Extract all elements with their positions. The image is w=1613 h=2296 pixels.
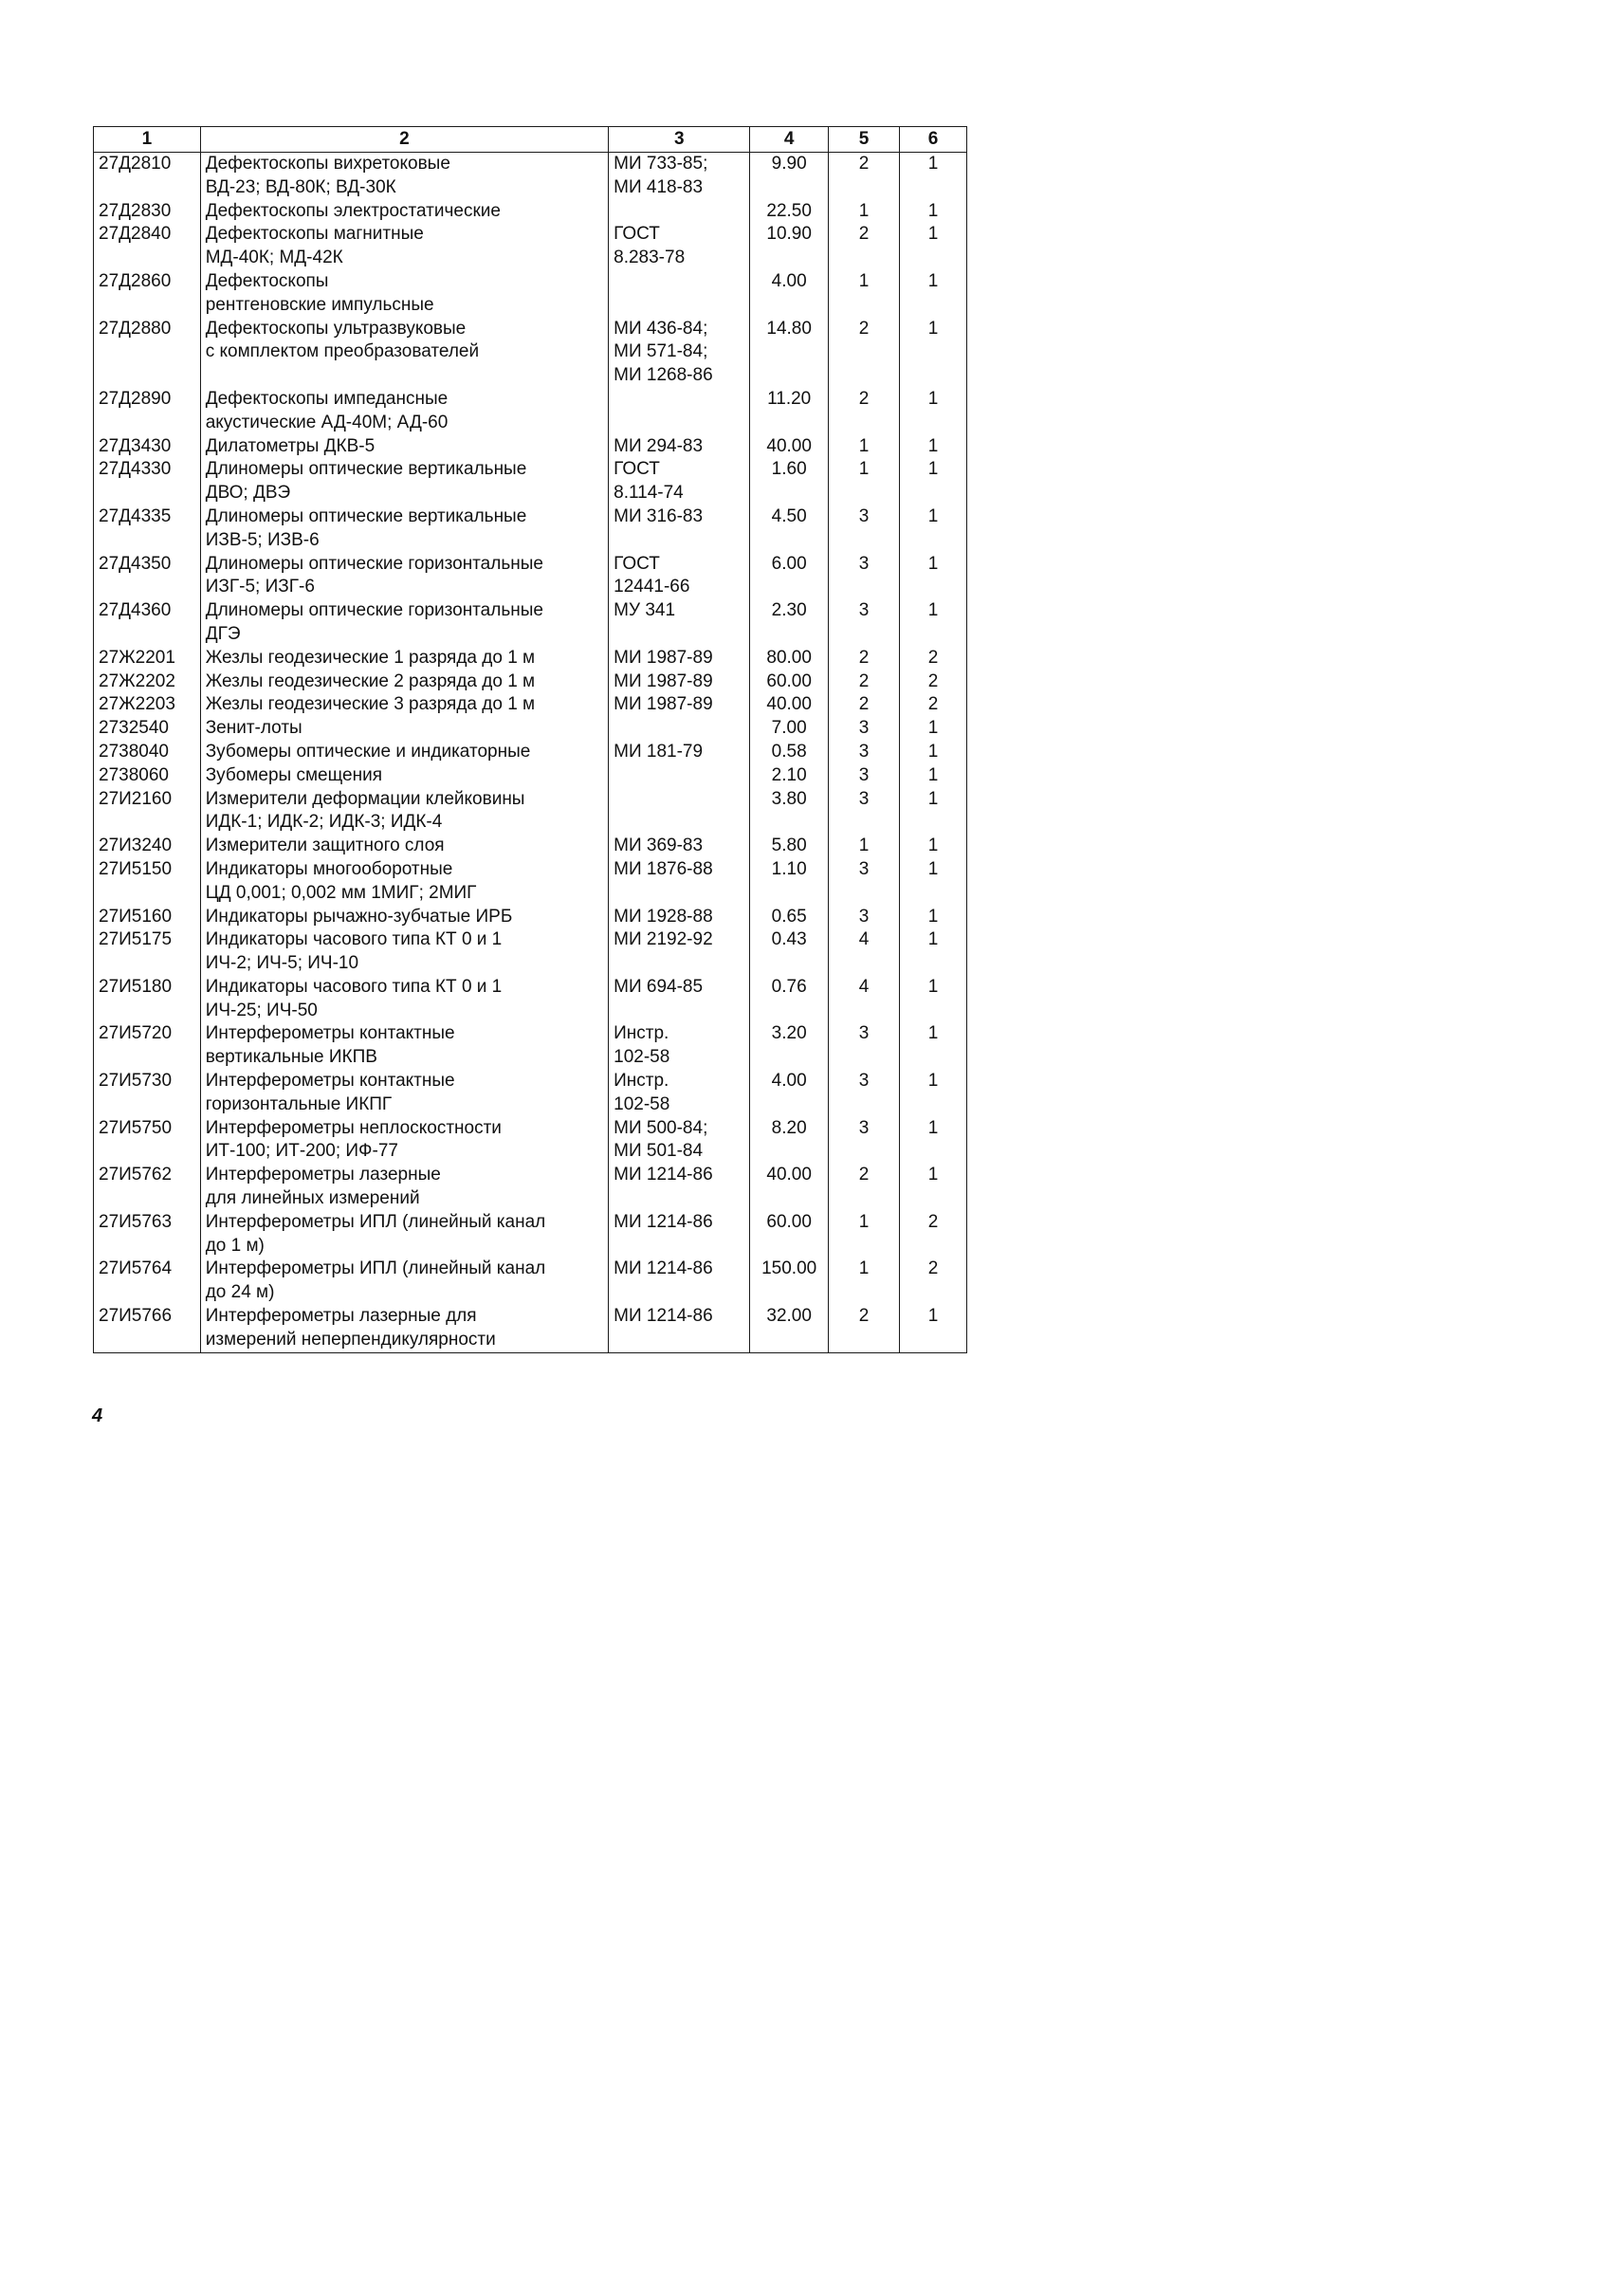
cell-code: 27Д2860 xyxy=(94,270,201,318)
cell-code: 27И5180 xyxy=(94,976,201,1023)
table-row xyxy=(94,858,967,906)
cell-price: 10.90 xyxy=(750,223,829,270)
cell-col6: 1 xyxy=(900,976,967,1023)
cell-document: МУ 341 xyxy=(609,599,750,647)
cell-document: МИ 1928-88 xyxy=(609,906,750,929)
table-body xyxy=(94,153,967,1353)
table-row xyxy=(94,435,967,459)
cell-name: Индикаторы часового типа КТ 0 и 1 ИЧ-25; ИЧ-50 xyxy=(200,976,608,1023)
cell-price: 9.90 xyxy=(750,153,829,200)
cell-col6: 2 xyxy=(900,647,967,670)
cell-price: 80.00 xyxy=(750,647,829,670)
cell-price: 8.20 xyxy=(750,1117,829,1165)
cell-name: Индикаторы часового типа КТ 0 и 1 ИЧ-2; ИЧ-5; ИЧ-10 xyxy=(200,928,608,976)
cell-col5: 3 xyxy=(828,858,899,906)
table-row xyxy=(94,928,967,976)
cell-col5: 1 xyxy=(828,270,899,318)
cell-name: Длиномеры оптические вертикальные ИЗВ-5; ИЗВ-6 xyxy=(200,505,608,553)
cell-col5: 3 xyxy=(828,553,899,600)
cell-name: Длиномеры оптические горизонтальные ДГЭ xyxy=(200,599,608,647)
cell-price: 1.10 xyxy=(750,858,829,906)
document-page xyxy=(0,0,1044,1484)
cell-col6: 1 xyxy=(900,741,967,764)
cell-price: 14.80 xyxy=(750,318,829,388)
cell-code: 27Д2890 xyxy=(94,388,201,435)
cell-document: ГОСТ 8.114-74 xyxy=(609,458,750,505)
cell-name: Дефектоскопы ультразвуковые с комплектом преобразователей xyxy=(200,318,608,388)
cell-col5: 1 xyxy=(828,435,899,459)
cell-name: Длиномеры оптические вертикальные ДВО; ДВЭ xyxy=(200,458,608,505)
column-header-6: 6 xyxy=(900,127,967,153)
cell-document: ГОСТ 8.283-78 xyxy=(609,223,750,270)
cell-document: МИ 1987-89 xyxy=(609,693,750,717)
header-row xyxy=(94,127,967,153)
cell-col5: 2 xyxy=(828,647,899,670)
table-row xyxy=(94,223,967,270)
cell-price: 40.00 xyxy=(750,1164,829,1211)
cell-col6: 1 xyxy=(900,200,967,224)
cell-document: МИ 1987-89 xyxy=(609,647,750,670)
cell-document: МИ 1214-86 xyxy=(609,1211,750,1258)
cell-col6: 1 xyxy=(900,1117,967,1165)
table-row xyxy=(94,764,967,788)
cell-col5: 1 xyxy=(828,458,899,505)
cell-col5: 2 xyxy=(828,153,899,200)
cell-col5: 3 xyxy=(828,741,899,764)
cell-code: 27И5160 xyxy=(94,906,201,929)
cell-code: 27И5766 xyxy=(94,1305,201,1352)
cell-name: Индикаторы многооборотные ЦД 0,001; 0,002 мм 1МИГ; 2МИГ xyxy=(200,858,608,906)
cell-document: МИ 2192-92 xyxy=(609,928,750,976)
cell-document: МИ 1214-86 xyxy=(609,1305,750,1352)
cell-price: 0.58 xyxy=(750,741,829,764)
cell-name: Интерферометры контактные вертикальные ИКПВ xyxy=(200,1022,608,1070)
cell-document: ГОСТ 12441-66 xyxy=(609,553,750,600)
table-row xyxy=(94,647,967,670)
cell-name: Интерферометры контактные горизонтальные ИКПГ xyxy=(200,1070,608,1117)
cell-name: Дефектоскопы электростатические xyxy=(200,200,608,224)
cell-name: Измерители защитного слоя xyxy=(200,835,608,858)
cell-price: 6.00 xyxy=(750,553,829,600)
table-row xyxy=(94,717,967,741)
table-row xyxy=(94,318,967,388)
cell-col6: 1 xyxy=(900,435,967,459)
cell-code: 27И5720 xyxy=(94,1022,201,1070)
cell-code: 27Д4350 xyxy=(94,553,201,600)
cell-col5: 4 xyxy=(828,928,899,976)
cell-name: Измерители деформации клейковины ИДК-1; ИДК-2; ИДК-3; ИДК-4 xyxy=(200,788,608,836)
cell-document: МИ 294-83 xyxy=(609,435,750,459)
table-row xyxy=(94,1305,967,1352)
cell-price: 40.00 xyxy=(750,435,829,459)
cell-name: Интерферометры ИПЛ (линейный канал до 1 м) xyxy=(200,1211,608,1258)
cell-col5: 1 xyxy=(828,835,899,858)
cell-code: 2738060 xyxy=(94,764,201,788)
table-row xyxy=(94,200,967,224)
cell-price: 2.10 xyxy=(750,764,829,788)
cell-col6: 1 xyxy=(900,858,967,906)
cell-document: МИ 1987-89 xyxy=(609,670,750,694)
table-row xyxy=(94,1070,967,1117)
cell-col6: 1 xyxy=(900,906,967,929)
table-row xyxy=(94,835,967,858)
cell-price: 1.60 xyxy=(750,458,829,505)
table-header xyxy=(94,127,967,153)
cell-document: МИ 436-84; МИ 571-84; МИ 1268-86 xyxy=(609,318,750,388)
cell-col5: 3 xyxy=(828,717,899,741)
cell-col5: 4 xyxy=(828,976,899,1023)
cell-document: МИ 181-79 xyxy=(609,741,750,764)
cell-code: 27И5763 xyxy=(94,1211,201,1258)
cell-document xyxy=(609,764,750,788)
cell-col6: 1 xyxy=(900,1164,967,1211)
cell-price: 60.00 xyxy=(750,1211,829,1258)
cell-name: Дилатометры ДКВ-5 xyxy=(200,435,608,459)
cell-code: 27Д2810 xyxy=(94,153,201,200)
cell-name: Дефектоскопы рентгеновские импульсные xyxy=(200,270,608,318)
cell-code: 27И5764 xyxy=(94,1258,201,1305)
cell-col6: 2 xyxy=(900,670,967,694)
cell-code: 2732540 xyxy=(94,717,201,741)
cell-document xyxy=(609,717,750,741)
cell-name: Жезлы геодезические 2 разряда до 1 м xyxy=(200,670,608,694)
cell-document: Инстр. 102-58 xyxy=(609,1070,750,1117)
page-number: 4 xyxy=(92,1405,103,1426)
table-row xyxy=(94,553,967,600)
cell-code: 27Д4330 xyxy=(94,458,201,505)
cell-code: 27Д2840 xyxy=(94,223,201,270)
cell-col6: 1 xyxy=(900,505,967,553)
cell-col5: 2 xyxy=(828,223,899,270)
cell-document xyxy=(609,200,750,224)
cell-document xyxy=(609,788,750,836)
table-row xyxy=(94,741,967,764)
cell-col6: 1 xyxy=(900,223,967,270)
cell-document: МИ 316-83 xyxy=(609,505,750,553)
cell-document xyxy=(609,388,750,435)
cell-col5: 2 xyxy=(828,318,899,388)
cell-col5: 3 xyxy=(828,788,899,836)
cell-code: 27И5730 xyxy=(94,1070,201,1117)
cell-col5: 3 xyxy=(828,906,899,929)
cell-col5: 3 xyxy=(828,505,899,553)
cell-price: 7.00 xyxy=(750,717,829,741)
table-row xyxy=(94,1117,967,1165)
cell-col6: 1 xyxy=(900,153,967,200)
cell-price: 3.80 xyxy=(750,788,829,836)
cell-col5: 3 xyxy=(828,1070,899,1117)
cell-name: Индикаторы рычажно-зубчатые ИРБ xyxy=(200,906,608,929)
instrument-table xyxy=(93,126,967,1353)
cell-document: Инстр. 102-58 xyxy=(609,1022,750,1070)
table-row xyxy=(94,906,967,929)
cell-col5: 1 xyxy=(828,200,899,224)
table-row xyxy=(94,788,967,836)
cell-document xyxy=(609,270,750,318)
table-row xyxy=(94,670,967,694)
cell-col5: 2 xyxy=(828,1164,899,1211)
table-row xyxy=(94,599,967,647)
cell-name: Интерферометры ИПЛ (линейный канал до 24 м) xyxy=(200,1258,608,1305)
cell-price: 11.20 xyxy=(750,388,829,435)
cell-document: МИ 1876-88 xyxy=(609,858,750,906)
cell-document: МИ 1214-86 xyxy=(609,1258,750,1305)
cell-name: Интерферометры лазерные для линейных измерений xyxy=(200,1164,608,1211)
cell-col6: 1 xyxy=(900,270,967,318)
table-row xyxy=(94,976,967,1023)
cell-col5: 3 xyxy=(828,764,899,788)
cell-col6: 1 xyxy=(900,318,967,388)
cell-col6: 1 xyxy=(900,764,967,788)
cell-col6: 2 xyxy=(900,693,967,717)
table-row xyxy=(94,693,967,717)
cell-name: Жезлы геодезические 3 разряда до 1 м xyxy=(200,693,608,717)
cell-col6: 1 xyxy=(900,835,967,858)
cell-col5: 3 xyxy=(828,599,899,647)
cell-code: 27И5750 xyxy=(94,1117,201,1165)
cell-price: 0.65 xyxy=(750,906,829,929)
cell-name: Интерферометры неплоскостности ИТ-100; ИТ-200; ИФ-77 xyxy=(200,1117,608,1165)
cell-code: 27Д2830 xyxy=(94,200,201,224)
cell-price: 4.00 xyxy=(750,270,829,318)
cell-code: 27Д4335 xyxy=(94,505,201,553)
cell-code: 27Ж2201 xyxy=(94,647,201,670)
cell-col6: 1 xyxy=(900,553,967,600)
table-row xyxy=(94,1022,967,1070)
cell-code: 27И2160 xyxy=(94,788,201,836)
cell-document: МИ 500-84; МИ 501-84 xyxy=(609,1117,750,1165)
cell-price: 40.00 xyxy=(750,693,829,717)
cell-col6: 1 xyxy=(900,928,967,976)
cell-price: 32.00 xyxy=(750,1305,829,1352)
column-header-3: 3 xyxy=(609,127,750,153)
cell-col5: 3 xyxy=(828,1117,899,1165)
cell-col5: 1 xyxy=(828,1211,899,1258)
cell-col6: 1 xyxy=(900,458,967,505)
cell-name: Длиномеры оптические горизонтальные ИЗГ-5; ИЗГ-6 xyxy=(200,553,608,600)
cell-price: 0.76 xyxy=(750,976,829,1023)
table-row xyxy=(94,458,967,505)
cell-code: 27Д2880 xyxy=(94,318,201,388)
cell-document: МИ 369-83 xyxy=(609,835,750,858)
cell-col5: 2 xyxy=(828,388,899,435)
cell-name: Зенит-лоты xyxy=(200,717,608,741)
cell-document: МИ 1214-86 xyxy=(609,1164,750,1211)
cell-price: 4.50 xyxy=(750,505,829,553)
table-row xyxy=(94,505,967,553)
cell-name: Жезлы геодезические 1 разряда до 1 м xyxy=(200,647,608,670)
cell-code: 27И5175 xyxy=(94,928,201,976)
cell-price: 60.00 xyxy=(750,670,829,694)
cell-col5: 1 xyxy=(828,1258,899,1305)
cell-col5: 2 xyxy=(828,1305,899,1352)
cell-code: 27И5150 xyxy=(94,858,201,906)
cell-name: Интерферометры лазерные для измерений неперпендикулярности xyxy=(200,1305,608,1352)
cell-code: 27И3240 xyxy=(94,835,201,858)
cell-col6: 1 xyxy=(900,1070,967,1117)
table-row xyxy=(94,153,967,200)
cell-document: МИ 733-85; МИ 418-83 xyxy=(609,153,750,200)
table-row xyxy=(94,1211,967,1258)
cell-price: 4.00 xyxy=(750,1070,829,1117)
cell-price: 150.00 xyxy=(750,1258,829,1305)
cell-code: 27Д3430 xyxy=(94,435,201,459)
cell-col5: 2 xyxy=(828,693,899,717)
cell-name: Дефектоскопы импедансные акустические АД-40М; АД-60 xyxy=(200,388,608,435)
table-row xyxy=(94,1258,967,1305)
cell-name: Зубомеры смещения xyxy=(200,764,608,788)
cell-code: 27И5762 xyxy=(94,1164,201,1211)
table-row xyxy=(94,1164,967,1211)
cell-code: 27Ж2203 xyxy=(94,693,201,717)
cell-document: МИ 694-85 xyxy=(609,976,750,1023)
cell-price: 0.43 xyxy=(750,928,829,976)
cell-price: 22.50 xyxy=(750,200,829,224)
column-header-4: 4 xyxy=(750,127,829,153)
cell-col6: 2 xyxy=(900,1211,967,1258)
cell-col6: 1 xyxy=(900,1305,967,1352)
cell-name: Дефектоскопы вихретоковые ВД-23; ВД-80К; ВД-30К xyxy=(200,153,608,200)
cell-col5: 3 xyxy=(828,1022,899,1070)
cell-code: 2738040 xyxy=(94,741,201,764)
table-row xyxy=(94,270,967,318)
cell-col6: 1 xyxy=(900,1022,967,1070)
table-row xyxy=(94,388,967,435)
cell-col6: 1 xyxy=(900,788,967,836)
cell-price: 3.20 xyxy=(750,1022,829,1070)
cell-col6: 1 xyxy=(900,388,967,435)
cell-code: 27Ж2202 xyxy=(94,670,201,694)
column-header-5: 5 xyxy=(828,127,899,153)
cell-code: 27Д4360 xyxy=(94,599,201,647)
cell-col6: 2 xyxy=(900,1258,967,1305)
cell-name: Зубомеры оптические и индикаторные xyxy=(200,741,608,764)
cell-price: 2.30 xyxy=(750,599,829,647)
cell-name: Дефектоскопы магнитные МД-40К; МД-42К xyxy=(200,223,608,270)
cell-col6: 1 xyxy=(900,717,967,741)
cell-price: 5.80 xyxy=(750,835,829,858)
column-header-2: 2 xyxy=(200,127,608,153)
cell-col6: 1 xyxy=(900,599,967,647)
column-header-1: 1 xyxy=(94,127,201,153)
cell-col5: 2 xyxy=(828,670,899,694)
